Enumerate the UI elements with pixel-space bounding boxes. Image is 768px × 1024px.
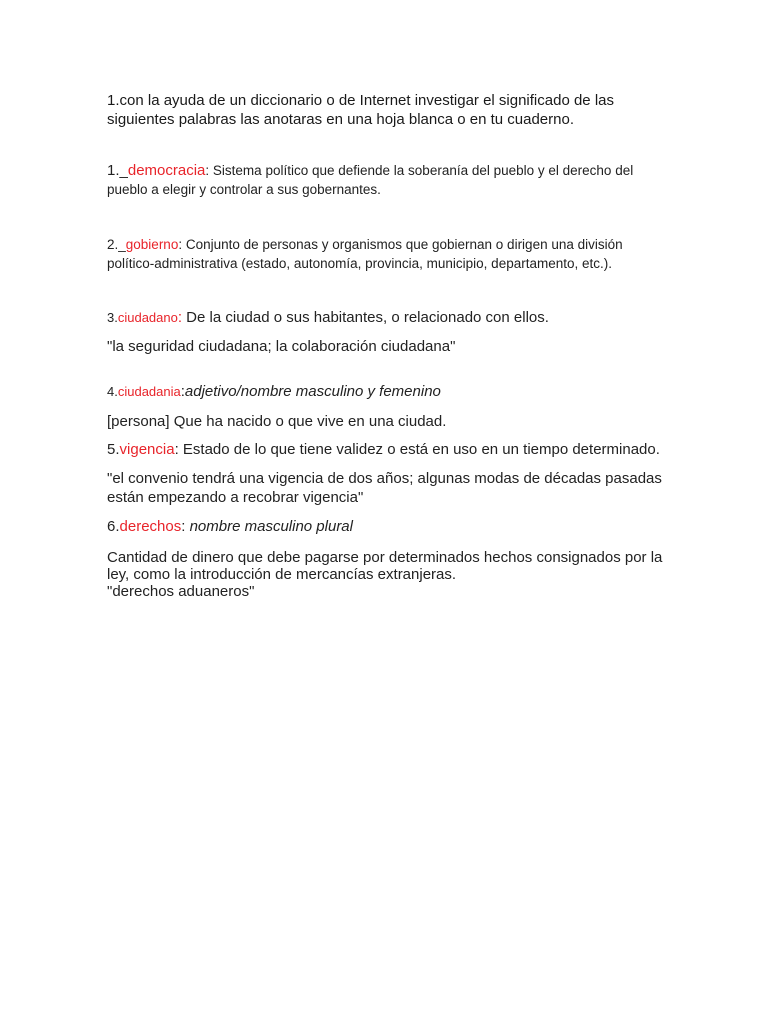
entry-definition: nombre masculino plural — [185, 518, 353, 535]
entry-ciudadania — [107, 382, 667, 401]
entry-number: 3. — [107, 310, 118, 325]
entry-ciudadano — [107, 308, 667, 327]
entry-term: gobierno — [125, 237, 179, 252]
entry-number: 5. — [107, 441, 120, 458]
entry-separator: : — [205, 163, 210, 178]
entry-example-text: Cantidad de dinero que debe pagarse por determinados hechos consignados por la ley, como la introducción de mercancías extranjeras. — [107, 549, 663, 583]
entry-separator: : — [174, 441, 179, 458]
entry-separator: : — [178, 237, 183, 252]
entry-gobierno — [107, 235, 667, 273]
entry-definition: Conjunto de personas y organismos que gobiernan o dirigen una división político-administrativa (estado, autonomía, provincia, municipio, departamento, etc.). — [107, 237, 623, 271]
entry-example: [persona] Que ha nacido o que vive en una ciudad. — [107, 413, 447, 430]
entry-definition: adjetivo/nombre masculino y femenino — [184, 383, 441, 400]
entry-number: 4. — [107, 384, 118, 399]
entry-term: derechos — [119, 518, 182, 535]
entry-example: "la seguridad ciudadana; la colaboración ciudadana" — [107, 338, 456, 355]
entry-definition: De la ciudad o sus habitantes, o relacionado con ellos. — [182, 309, 549, 326]
entry-example — [107, 549, 667, 600]
entry-separator: : — [181, 518, 186, 535]
document-page — [107, 91, 667, 600]
entry-term: ciudadano — [117, 310, 178, 325]
entry-vigencia — [107, 440, 667, 459]
entry-term: democracia — [127, 162, 206, 179]
intro-paragraph: 1.con la ayuda de un diccionario o de Internet investigar el significado de las siguientes palabras las anotaras en una hoja blanca o en tu cuaderno. — [107, 92, 614, 128]
entry-separator: : — [177, 309, 183, 326]
entry-term: vigencia — [119, 441, 175, 458]
entry-number: 1._ — [107, 162, 128, 179]
entry-number: 2._ — [107, 237, 126, 252]
entry-definition: Sistema político que defiende la soberanía del pueblo y el derecho del pueblo a elegir y controlar a sus gobernantes. — [107, 163, 634, 197]
entry-number: 6. — [107, 518, 120, 535]
entry-democracia — [107, 161, 667, 199]
entry-definition: Estado de lo que tiene validez o está en uso en un tiempo determinado. — [178, 441, 660, 458]
entry-term: ciudadania — [117, 384, 181, 399]
entry-example-quote: "derechos aduaneros" — [107, 583, 255, 600]
entry-separator: : — [180, 383, 185, 400]
entry-example: "el convenio tendrá una vigencia de dos años; algunas modas de décadas pasadas están empezando a recobrar vigencia" — [107, 470, 662, 506]
entry-derechos — [107, 517, 667, 536]
